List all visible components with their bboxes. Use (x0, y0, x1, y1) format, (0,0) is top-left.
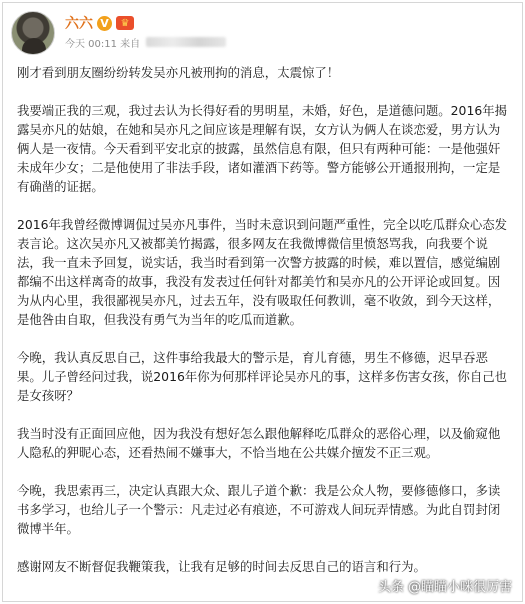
post-paragraph: 今晚，我认真反思自己，这件事给我最大的警示是，育儿育德，男生不修德，迟早吞恶果。儿子曾经问过我，说2016年你为何那样评论吴亦凡的事，这样多伤害女孩，你自己也是女孩呀？ (17, 350, 507, 403)
post-paragraph: 感谢网友不断督促我鞭策我，让我有足够的时间去反思自己的语言和行为。 (17, 559, 426, 574)
author-name-row (65, 13, 134, 33)
post-paragraph: 今晚，我思索再三，决定认真跟大众、跟儿子道个歉：我是公众人物，要修德修口，多读书多学习，也给儿子一个警示：凡走过必有痕迹，不可游戏人间玩弄情感。为此自罚封闭微博半年。 (17, 483, 501, 536)
vip-crown-icon: ♛ (116, 16, 134, 30)
post-header (11, 11, 491, 61)
author-name[interactable]: 六六 (65, 16, 93, 32)
verified-badge-icon: V (97, 16, 112, 31)
weibo-post-screenshot (2, 2, 523, 602)
watermark-text: 头条 @瞄瞄小咪很厉害 (377, 580, 512, 595)
author-avatar[interactable] (11, 11, 55, 55)
watermark (378, 576, 512, 595)
post-paragraph: 我当时没有正面回应他，因为我没有想好怎么跟他解释吃瓜群众的恶俗心理，以及偷窥他人隐私的狎昵心态，还看热闹不嫌事大，不恰当地在公共媒介擅发不正三观。 (17, 426, 501, 460)
post-content (17, 63, 511, 595)
blurred-source (146, 37, 226, 47)
post-meta (65, 35, 226, 49)
post-paragraph: 刚才看到朋友圈纷纷转发吴亦凡被刑拘的消息，太震惊了！ (17, 65, 340, 80)
post-paragraph: 2016年我曾经微博调侃过吴亦凡事件，当时未意识到问题严重性，完全以吃瓜群众心态发表言论。这次吴亦凡又被都美竹揭露，很多网友在我微博微信里愤怒骂我，向我要个说法，我一直未予回复，说实话，我当时看到第一次警方披露的时候，难以置信，感觉编剧都编不出这样离奇的故事，我没有发表过任何针对都美竹和吴亦凡的公开评论或回复。因为从内心里，我很鄙视吴亦凡，过去五年，没有吸取任何教训，毫不收敛，到今天这样，是他咎由自取，但我没有勇气为当年的吃瓜而道歉。 (17, 217, 507, 327)
post-paragraph: 我要端正我的三观，我过去认为长得好看的男明星，未婚，好色，是道德问题。2016年揭露吴亦凡的姑娘，在她和吴亦凡之间应该是理解有误，女方认为俩人在谈恋爱，男方认为俩人是一夜情。今天看到平安北京的披露，虽然信息有限，但只有两种可能：一是他强奸未成年少女；二是他使用了非法手段，诸如灌酒下药等。警方能够公开通报刑拘，一定是有确凿的证据。 (17, 103, 507, 194)
post-time: 今天 00:11 来自 (65, 38, 141, 50)
